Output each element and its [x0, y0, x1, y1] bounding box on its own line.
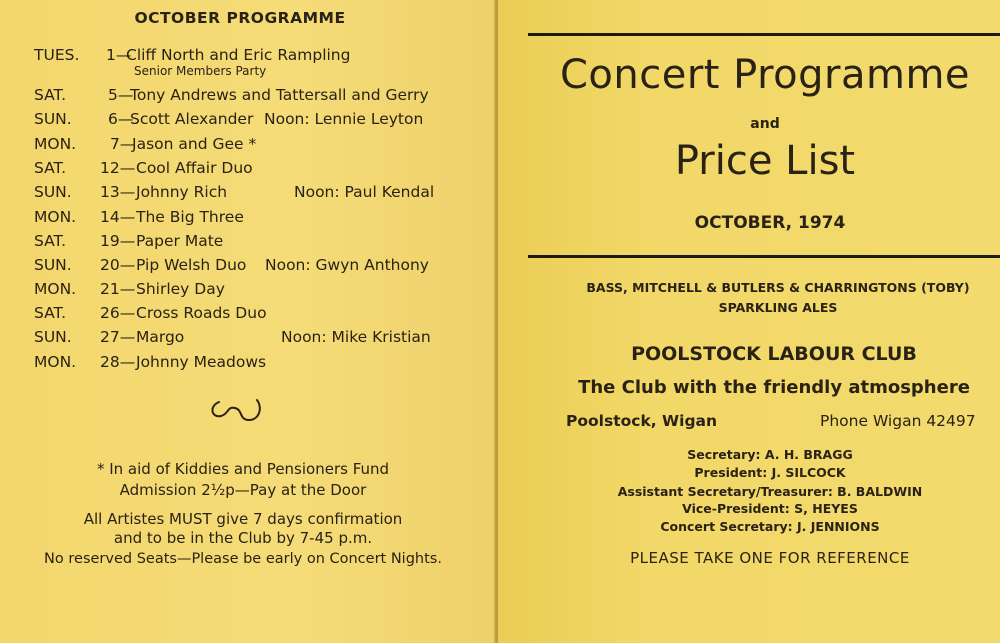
cover-and: and: [750, 116, 780, 132]
entry-act: The Big Three: [136, 208, 244, 226]
officer-secretary: Secretary: A. H. BRAGG: [687, 447, 853, 462]
entry-day: SUN.: [34, 110, 72, 128]
entry-date: 27—: [100, 328, 136, 346]
entry-day: SUN.: [34, 328, 72, 346]
entry-act: Cliff North and Eric Rampling: [126, 46, 351, 64]
entry-date: 13—: [100, 183, 136, 201]
entry-day: SAT.: [34, 232, 67, 250]
entry-act: Johnny Rich: [136, 183, 228, 201]
entry-date: 5—: [108, 86, 134, 104]
flourish-ornament-icon: [205, 396, 267, 426]
entry-date: 26—: [100, 304, 136, 322]
entry-act: Johnny Meadows: [136, 353, 267, 371]
officer-vice-president: Vice-President: S, HEYES: [682, 501, 858, 516]
note-artistes-2: and to be in the Club by 7-45 p.m.: [113, 529, 373, 547]
entry-date: 1—: [106, 46, 132, 64]
cover-month: OCTOBER, 1974: [694, 213, 846, 233]
club-phone: Phone Wigan 42497: [820, 412, 976, 430]
entry-day: MON.: [34, 353, 77, 371]
entry-day: MON.: [34, 135, 77, 153]
note-seats: No reserved Seats—Please be early on Concert Nights.: [44, 551, 442, 567]
programme-title: OCTOBER PROGRAMME: [134, 9, 346, 27]
entry-noon: Noon: Gwyn Anthony: [265, 256, 429, 274]
entry-day: MON.: [34, 280, 77, 298]
club-name: POOLSTOCK LABOUR CLUB: [631, 343, 917, 365]
entry-day: SAT.: [34, 304, 67, 322]
club-location: Poolstock, Wigan: [566, 412, 718, 430]
entry-act: Shirley Day: [136, 280, 225, 298]
bottom-rule: [528, 255, 1000, 258]
ales-line-1: BASS, MITCHELL & BUTLERS & CHARRINGTONS (TOBY): [586, 280, 970, 295]
entry-act: Cross Roads Duo: [136, 304, 267, 322]
entry-day: SAT.: [34, 86, 67, 104]
entry-subtitle: Senior Members Party: [134, 64, 267, 78]
entry-noon: Noon: Paul Kendal: [294, 183, 435, 201]
entry-date: 19—: [100, 232, 136, 250]
entry-date: 6—: [108, 110, 134, 128]
entry-act: Tony Andrews and Tattersall and Gerry: [130, 86, 429, 104]
entry-day: SUN.: [34, 256, 72, 274]
programme-panel: [0, 0, 496, 643]
entry-date: 14—: [100, 208, 136, 226]
entry-act: Paper Mate: [136, 232, 224, 250]
please-take-one: PLEASE TAKE ONE FOR REFERENCE: [630, 549, 910, 567]
entry-date: 28—: [100, 353, 136, 371]
officer-concert-secretary: Concert Secretary: J. JENNIONS: [660, 519, 880, 534]
entry-act: Pip Welsh Duo: [136, 256, 247, 274]
entry-date: 12—: [100, 159, 136, 177]
entry-act: Cool Affair Duo: [136, 159, 253, 177]
entry-date: 20—: [100, 256, 136, 274]
entry-day: MON.: [34, 208, 77, 226]
top-rule: [528, 33, 1000, 36]
note-admission: Admission 2½p—Pay at the Door: [119, 481, 367, 499]
entry-day: SUN.: [34, 183, 72, 201]
entry-day: SAT.: [34, 159, 67, 177]
entry-date: 21—: [100, 280, 136, 298]
entry-noon: Noon: Lennie Leyton: [264, 110, 424, 128]
officer-president: President: J. SILCOCK: [694, 465, 846, 480]
entry-act: Margo: [136, 328, 185, 346]
officer-assistant-secretary: Assistant Secretary/Treasurer: B. BALDWIN: [617, 484, 923, 499]
cover-title-concert: Concert Programme: [559, 52, 971, 98]
note-artistes-1: All Artistes MUST give 7 days confirmation: [83, 510, 403, 528]
note-aid: * In aid of Kiddies and Pensioners Fund: [96, 460, 390, 478]
entry-act: Scott Alexander: [130, 110, 254, 128]
ales-line-2: SPARKLING ALES: [718, 300, 838, 315]
entry-noon: Noon: Mike Kristian: [281, 328, 431, 346]
entry-date: 7—: [110, 135, 136, 153]
cover-title-price: Price List: [674, 138, 856, 184]
entry-act: Jason and Gee *: [132, 135, 257, 153]
club-tagline: The Club with the friendly atmosphere: [578, 377, 970, 398]
entry-day: TUES.: [34, 46, 80, 64]
